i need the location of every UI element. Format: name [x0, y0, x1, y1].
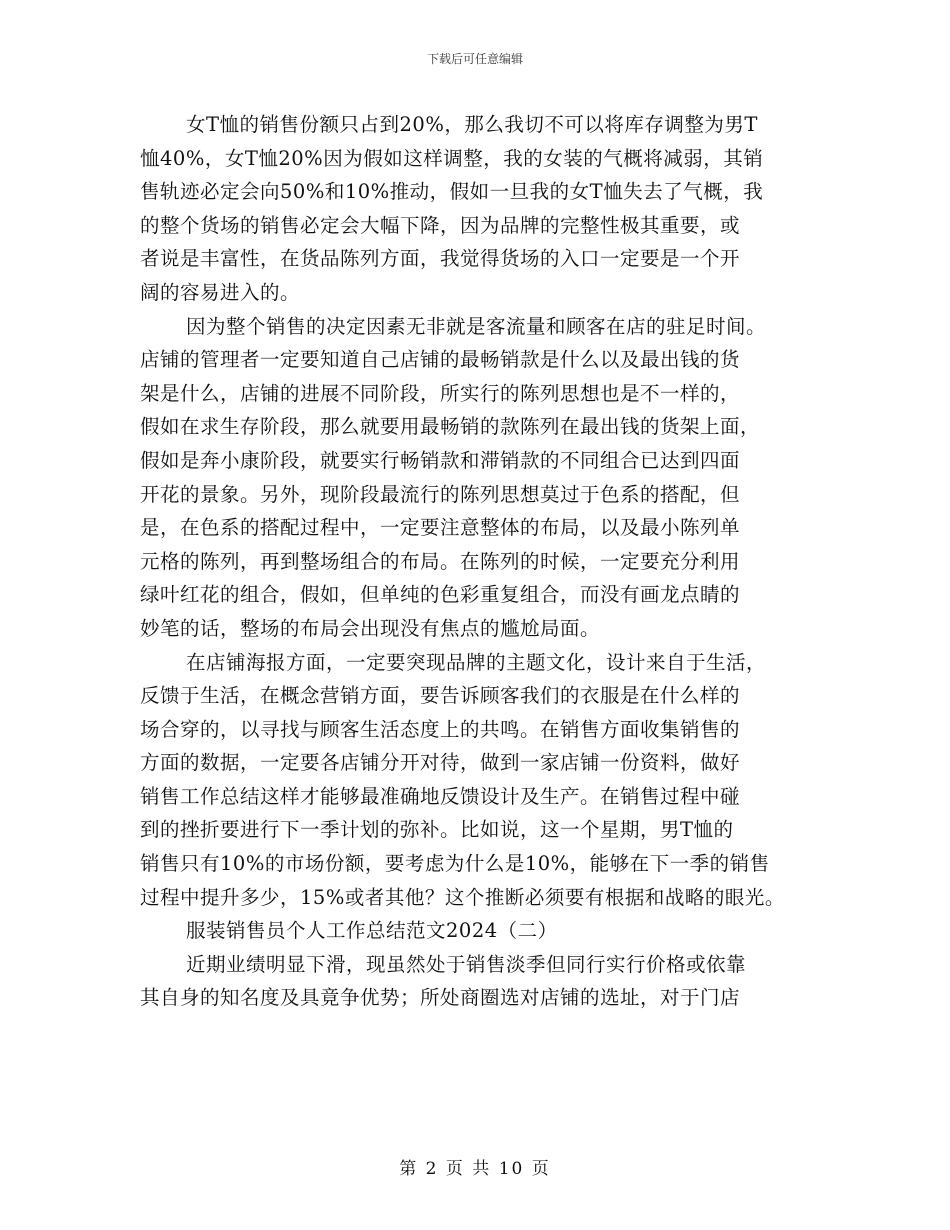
page-header: 下载后可任意编辑	[426, 52, 523, 66]
text-line: 在店铺海报方面，一定要突现品牌的主题文化，设计来自于生活，	[186, 650, 767, 674]
text-line: 过程中提升多少，15%或者其他？这个推断必须要有根据和战略的眼光。	[140, 885, 785, 909]
text-line: 反馈于生活，在概念营销方面，要告诉顾客我们的衣服是在什么样的	[140, 684, 741, 708]
text-line: 销售工作总结这样才能够最准确地反馈设计及生产。在销售过程中碰	[140, 784, 741, 808]
text-line: 者说是丰富性，在货品陈列方面，我觉得货场的入口一定要是一个开	[140, 247, 741, 271]
text-line: 恤40%，女T恤20%因为假如这样调整，我的女装的气概将减弱，其销	[140, 146, 764, 170]
text-line: 的整个货场的销售必定会大幅下降，因为品牌的完整性极其重要，或	[140, 213, 741, 237]
text-line: 女T恤的销售份额只占到20%，那么我切不可以将库存调整为男T	[186, 113, 758, 136]
text-line: 销售只有10%的市场份额，要考虑为什么是10%，能够在下一季的销售	[140, 852, 770, 876]
text-line: 阔的容易进入的。	[140, 280, 301, 304]
text-line: 售轨迹必定会向50%和10%推动，假如一旦我的女T恤失去了气概，我	[140, 180, 764, 204]
text-line: 假如是奔小康阶段，就要实行畅销款和滞销款的不同组合已达到四面	[140, 448, 741, 472]
document-body	[140, 108, 830, 1015]
text-line: 假如在求生存阶段，那么就要用最畅销的款陈列在最出钱的货架上面，	[140, 415, 761, 439]
text-line: 因为整个销售的决定因素无非就是客流量和顾客在店的驻足时间。	[186, 314, 767, 338]
text-line: 近期业绩明显下滑，现虽然处于销售淡季但同行实行价格或依靠	[186, 952, 747, 976]
text-line: 元格的陈列，再到整场组合的布局。在陈列的时候，一定要充分利用	[140, 549, 741, 573]
text-line: 店铺的管理者一定要知道自己店铺的最畅销款是什么以及最出钱的货	[140, 348, 741, 372]
text-line: 是，在色系的搭配过程中，一定要注意整体的布局，以及最小陈列单	[140, 516, 741, 540]
text-line: 场合穿的，以寻找与顾客生活态度上的共鸣。在销售方面收集销售的	[140, 717, 741, 741]
text-line: 其自身的知名度及具竟争优势；所处商圈选对店铺的选址，对于门店	[140, 986, 741, 1010]
text-line: 妙笔的话，整场的布局会出现没有焦点的尴尬局面。	[140, 616, 601, 640]
text-line: 架是什么，店铺的进展不同阶段，所实行的陈列思想也是不一样的，	[140, 381, 741, 405]
page-footer: 第 2 页 共 10 页	[399, 1159, 551, 1179]
text-line: 服装销售员个人工作总结范文2024（二）	[186, 919, 558, 943]
text-line: 开花的景象。另外，现阶段最流行的陈列思想莫过于色系的搭配，但	[140, 482, 741, 506]
text-line: 到的挫折要进行下一季计划的弥补。比如说，这一个星期，男T恤的	[140, 818, 734, 842]
text-line: 绿叶红花的组合，假如，但单纯的色彩重复组合，而没有画龙点睛的	[140, 583, 741, 607]
text-line: 方面的数据，一定要各店铺分开对待，做到一家店铺一份资料，做好	[140, 751, 741, 775]
